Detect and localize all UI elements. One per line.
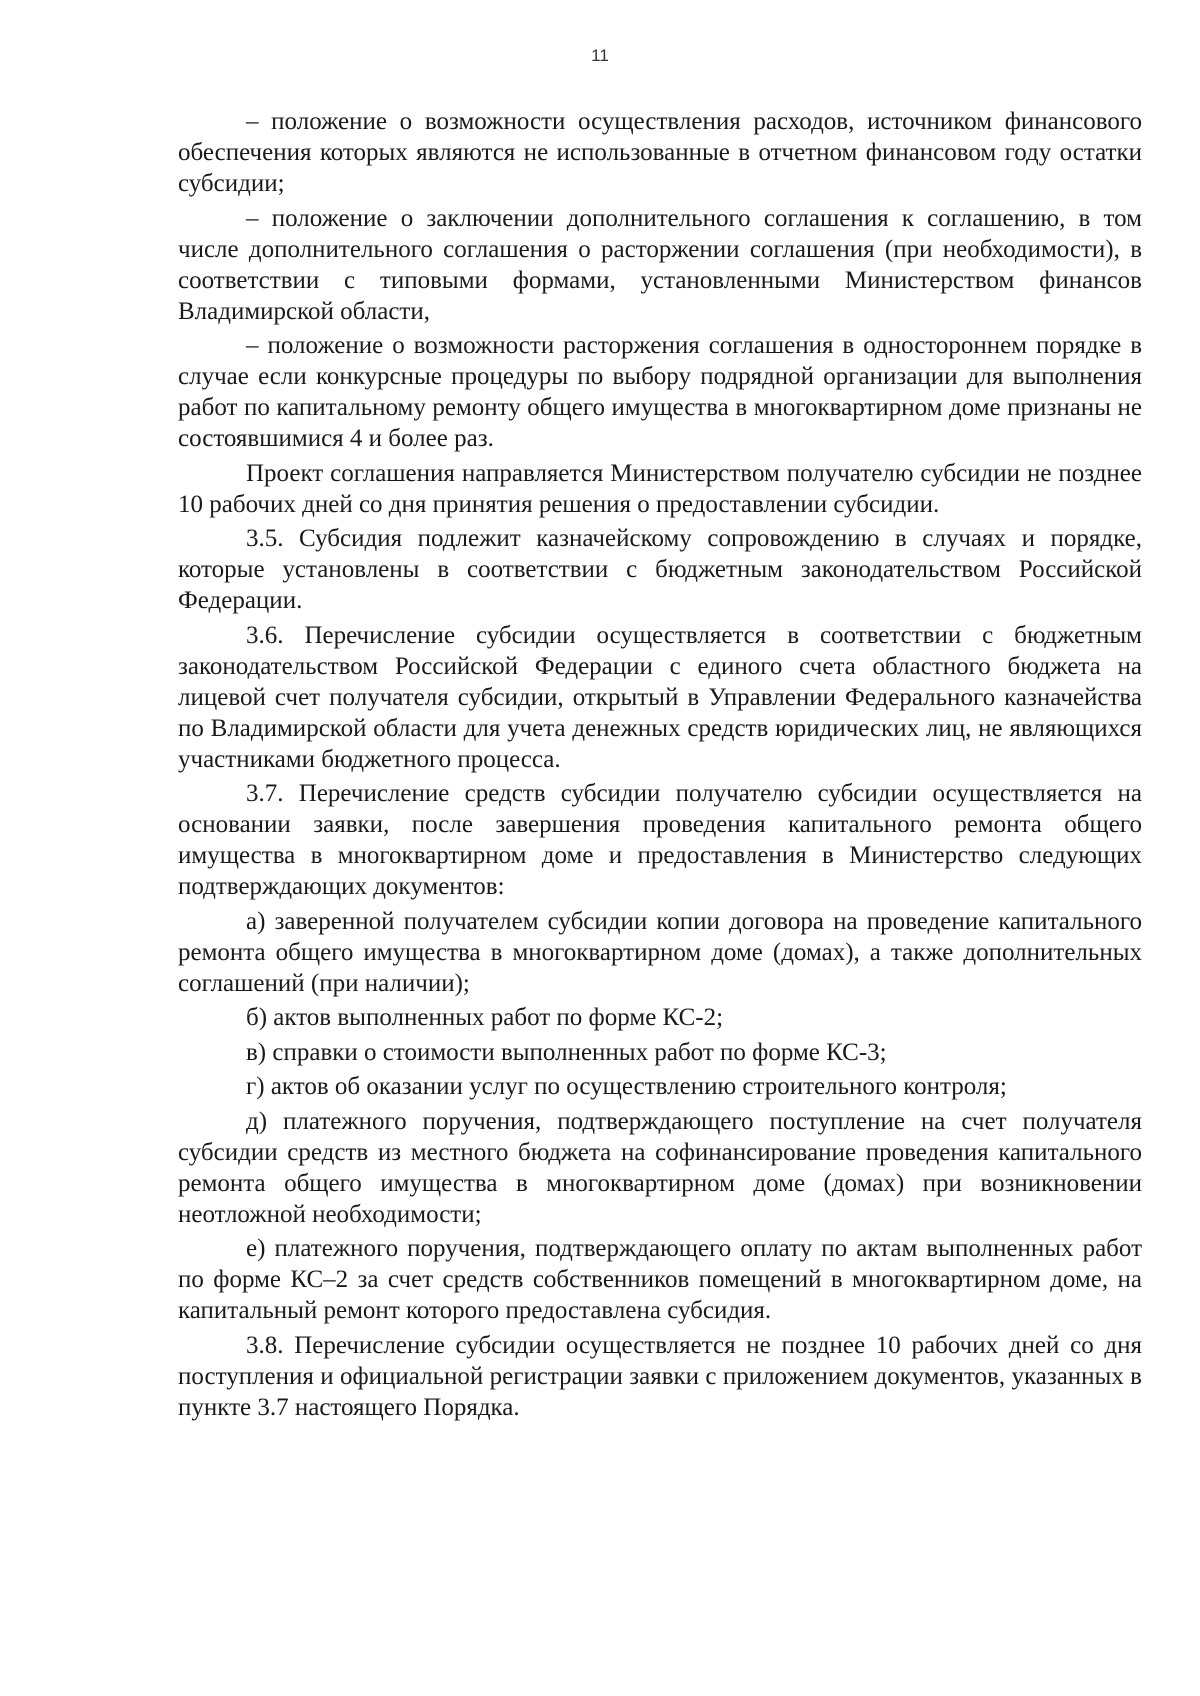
paragraph-draft-agreement: Проект соглашения направляется Министерством получателю субсидии не позднее 10 рабочих дней со дня принятия решения о предоставлении субсидии.: [178, 459, 1142, 518]
document-body: [178, 106, 1142, 1426]
paragraph-3-5: 3.5. Субсидия подлежит казначейскому сопровождению в случаях и порядке, которые установлены в соответствии с бюджетным законодательством Российской Федерации.: [178, 525, 1142, 614]
paragraph-termination-provision: – положение о возможности расторжения соглашения в одностороннем порядке в случае если конкурсные процедуры по выбору подрядной организации для выполнения работ по капитальному ремонту общего имущества в многоквартирном доме признаны не состоявшимися 4 и более раз.: [178, 332, 1142, 452]
list-item-g: г) актов об оказании услуг по осуществлению строительного контроля;: [246, 1073, 1007, 1100]
list-item-d: д) платежного поручения, подтверждающего поступление на счет получателя субсидии средств из местного бюджета на софинансирование проведения капитального ремонта общего имущества в многоквартирном доме (домах) при возникновении неотложной необходимости;: [178, 1107, 1142, 1228]
list-item-e: е) платежного поручения, подтверждающего оплату по актам выполненных работ по форме КС–2 за счет средств собственников помещений в многоквартирном доме, на капитальный ремонт которого предоставлена субсидия.: [178, 1235, 1142, 1324]
list-item-a: а) заверенной получателем субсидии копии договора на проведение капитального ремонта общего имущества в многоквартирном доме (домах), а также дополнительных соглашений (при наличии);: [178, 907, 1142, 997]
list-item-b: б) актов выполненных работ по форме КС-2;: [246, 1004, 724, 1031]
page-number: 11: [591, 46, 609, 65]
paragraph-3-6: 3.6. Перечисление субсидии осуществляется в соответствии с бюджетным законодательством Российской Федерации с единого счета областного бюджета на лицевой счет получателя субсидии, открытый в Управлении Федерального казначейства по Владимирской области для учета денежных средств юридических лиц, не являющихся участниками бюджетного процесса.: [178, 621, 1142, 773]
paragraph-3-8: 3.8. Перечисление субсидии осуществляется не позднее 10 рабочих дней со дня поступления и официальной регистрации заявки с приложением документов, указанных в пункте 3.7 настоящего Порядка.: [178, 1331, 1142, 1421]
paragraph-expense-provision: – положение о возможности осуществления расходов, источником финансового обеспечения которых являются не использованные в отчетном финансовом году остатки субсидии;: [178, 108, 1142, 197]
paragraph-3-7: 3.7. Перечисление средств субсидии получателю субсидии осуществляется на основании заявки, после завершения проведения капитального ремонта общего имущества в многоквартирном доме и предоставления в Министерство следующих подтверждающих документов:: [178, 780, 1142, 900]
paragraph-additional-agreement: – положение о заключении дополнительного соглашения к соглашению, в том числе дополнительного соглашения о расторжении соглашения (при необходимости), в соответствии с типовыми формами, установленными Министерством финансов Владимирской области,: [178, 204, 1142, 325]
list-item-v: в) справки о стоимости выполненных работ по форме КС-3;: [246, 1038, 887, 1066]
